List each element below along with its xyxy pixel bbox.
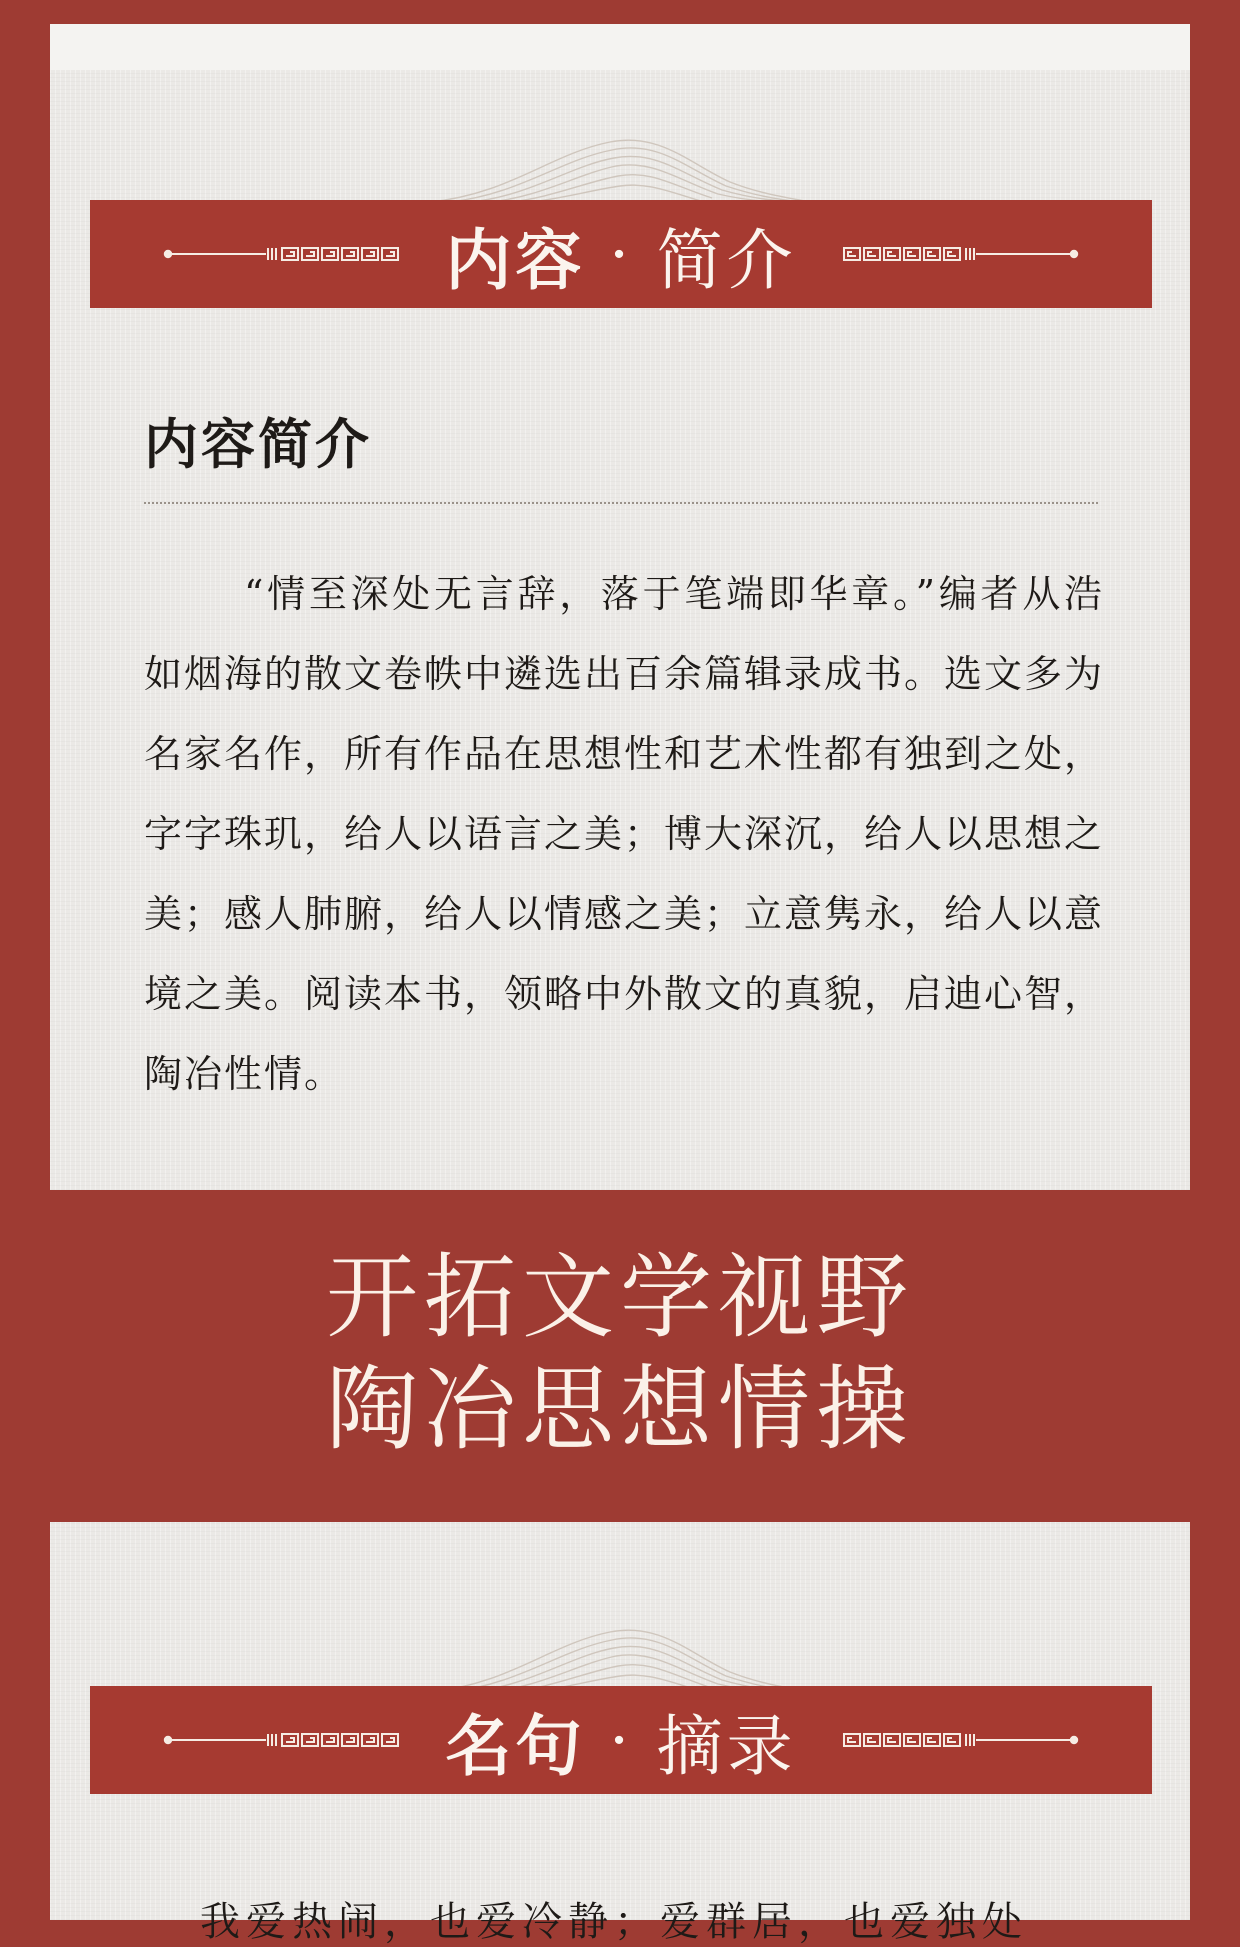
quote-partial-text: 我爱热闹，也爱冷静；爱群居，也爱独处 [200, 1899, 1028, 1945]
banner-title-left: 名句 [445, 1706, 586, 1785]
panel-top-band [50, 24, 1190, 70]
mountain-lines-icon [430, 124, 810, 204]
meander-line-ornament-icon [834, 244, 1078, 264]
section-heading: 内容简介 [144, 412, 372, 476]
banner-title-right: 摘录 [656, 1707, 797, 1785]
intro-banner [90, 200, 1152, 308]
banner-title-right: 简介 [656, 221, 797, 299]
slogan [0, 1242, 1240, 1466]
banner-title-left: 内容 [445, 220, 586, 299]
mountain-lines-icon [430, 1614, 810, 1694]
meander-line-ornament-icon [834, 1730, 1078, 1750]
intro-paragraph: “情至深处无言辞，落于笔端即华章。”编者从浩如烟海的散文卷帙中遴选出百余篇辑录成书。选文多为名家名作，所有作品在思想性和艺术性都有独到之处，字字珠玑，给人以语言之美；博大深沉，给人以思想之美；感人肺腑，给人以情感之美；立意隽永，给人以意境之美。阅读本书，领略中外散文的真貌，启迪心智，陶冶性情。 [144, 572, 1105, 1096]
dotted-divider [144, 502, 1098, 504]
quotes-banner [90, 1686, 1152, 1794]
banner-title-separator: · [611, 228, 631, 280]
quotes-panel [50, 1522, 1190, 1945]
banner-title-separator: · [611, 1714, 631, 1766]
slogan-line-1: 开拓文学视野 [325, 1244, 914, 1351]
slogan-line-2: 陶冶思想情操 [325, 1356, 914, 1463]
intro-panel [50, 24, 1190, 1190]
